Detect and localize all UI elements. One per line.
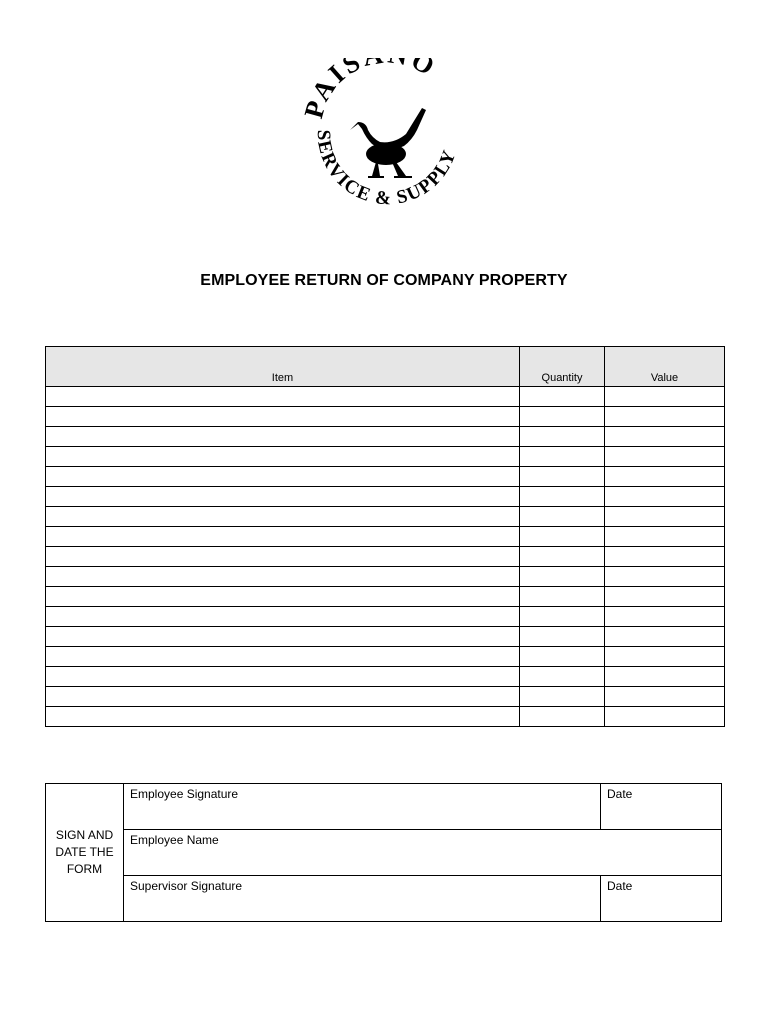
value-column-header: Value [605,347,725,387]
value-cell[interactable] [605,567,725,587]
item-cell[interactable] [46,467,520,487]
quantity-cell[interactable] [520,547,605,567]
sign-instruction-line: DATE THE [55,845,114,859]
table-row [46,687,725,707]
quantity-column-header: Quantity [520,347,605,387]
table-row [46,467,725,487]
value-cell[interactable] [605,547,725,567]
item-cell[interactable] [46,387,520,407]
sign-instruction [46,784,124,922]
table-row [46,547,725,567]
table-row [46,487,725,507]
roadrunner-icon [350,108,426,178]
value-cell[interactable] [605,487,725,507]
signature-table [45,783,722,922]
item-cell[interactable] [46,427,520,447]
item-cell[interactable] [46,567,520,587]
value-cell[interactable] [605,647,725,667]
item-cell[interactable] [46,707,520,727]
quantity-cell[interactable] [520,607,605,627]
table-row [46,627,725,647]
value-cell[interactable] [605,447,725,467]
value-cell[interactable] [605,527,725,547]
value-cell[interactable] [605,667,725,687]
item-cell[interactable] [46,587,520,607]
table-row [46,587,725,607]
item-cell[interactable] [46,647,520,667]
item-column-header: Item [46,347,520,387]
supervisor-signature-field[interactable]: Supervisor Signature [124,876,601,922]
value-cell[interactable] [605,387,725,407]
table-row [46,527,725,547]
svg-text:SERVICE & SUPPLY [313,129,461,209]
value-cell[interactable] [605,507,725,527]
employee-signature-field[interactable]: Employee Signature [124,784,601,830]
item-cell[interactable] [46,447,520,467]
property-table-header [46,347,725,387]
table-row [46,567,725,587]
item-cell[interactable] [46,527,520,547]
value-cell[interactable] [605,607,725,627]
table-row [46,447,725,467]
item-cell[interactable] [46,407,520,427]
supervisor-signature-date-field[interactable]: Date [601,876,722,922]
quantity-cell[interactable] [520,487,605,507]
item-cell[interactable] [46,667,520,687]
quantity-cell[interactable] [520,427,605,447]
value-cell[interactable] [605,627,725,647]
logo-top-text: PAIS O [300,58,443,122]
value-cell[interactable] [605,587,725,607]
table-row [46,507,725,527]
property-table [45,346,725,727]
item-cell[interactable] [46,687,520,707]
quantity-cell[interactable] [520,507,605,527]
item-cell[interactable] [46,547,520,567]
quantity-cell[interactable] [520,407,605,427]
quantity-cell[interactable] [520,707,605,727]
item-cell[interactable] [46,487,520,507]
value-cell[interactable] [605,707,725,727]
quantity-cell[interactable] [520,667,605,687]
value-cell[interactable] [605,687,725,707]
quantity-cell[interactable] [520,387,605,407]
company-logo [300,58,470,226]
sign-instruction-line: SIGN AND [55,828,114,842]
table-row [46,667,725,687]
quantity-cell[interactable] [520,587,605,607]
quantity-cell[interactable] [520,627,605,647]
table-row [46,387,725,407]
sign-instruction-line: FORM [66,862,103,876]
form-title: EMPLOYEE RETURN OF COMPANY PROPERTY [200,272,568,289]
item-cell[interactable] [46,627,520,647]
item-cell[interactable] [46,507,520,527]
employee-signature-date-field[interactable]: Date [601,784,722,830]
property-table-body [46,387,725,727]
table-row [46,707,725,727]
table-row [46,407,725,427]
employee-name-field[interactable]: Employee Name [124,830,722,876]
value-cell[interactable] [605,407,725,427]
table-row [46,607,725,627]
logo-seal [300,58,470,226]
item-cell[interactable] [46,607,520,627]
value-cell[interactable] [605,427,725,447]
quantity-cell[interactable] [520,567,605,587]
quantity-cell[interactable] [520,447,605,467]
quantity-cell[interactable] [520,527,605,547]
table-row [46,647,725,667]
quantity-cell[interactable] [520,467,605,487]
logo-bottom-text: SERVICE & SUPPLY [312,129,461,210]
quantity-cell[interactable] [520,647,605,667]
quantity-cell[interactable] [520,687,605,707]
table-row [46,427,725,447]
value-cell[interactable] [605,467,725,487]
